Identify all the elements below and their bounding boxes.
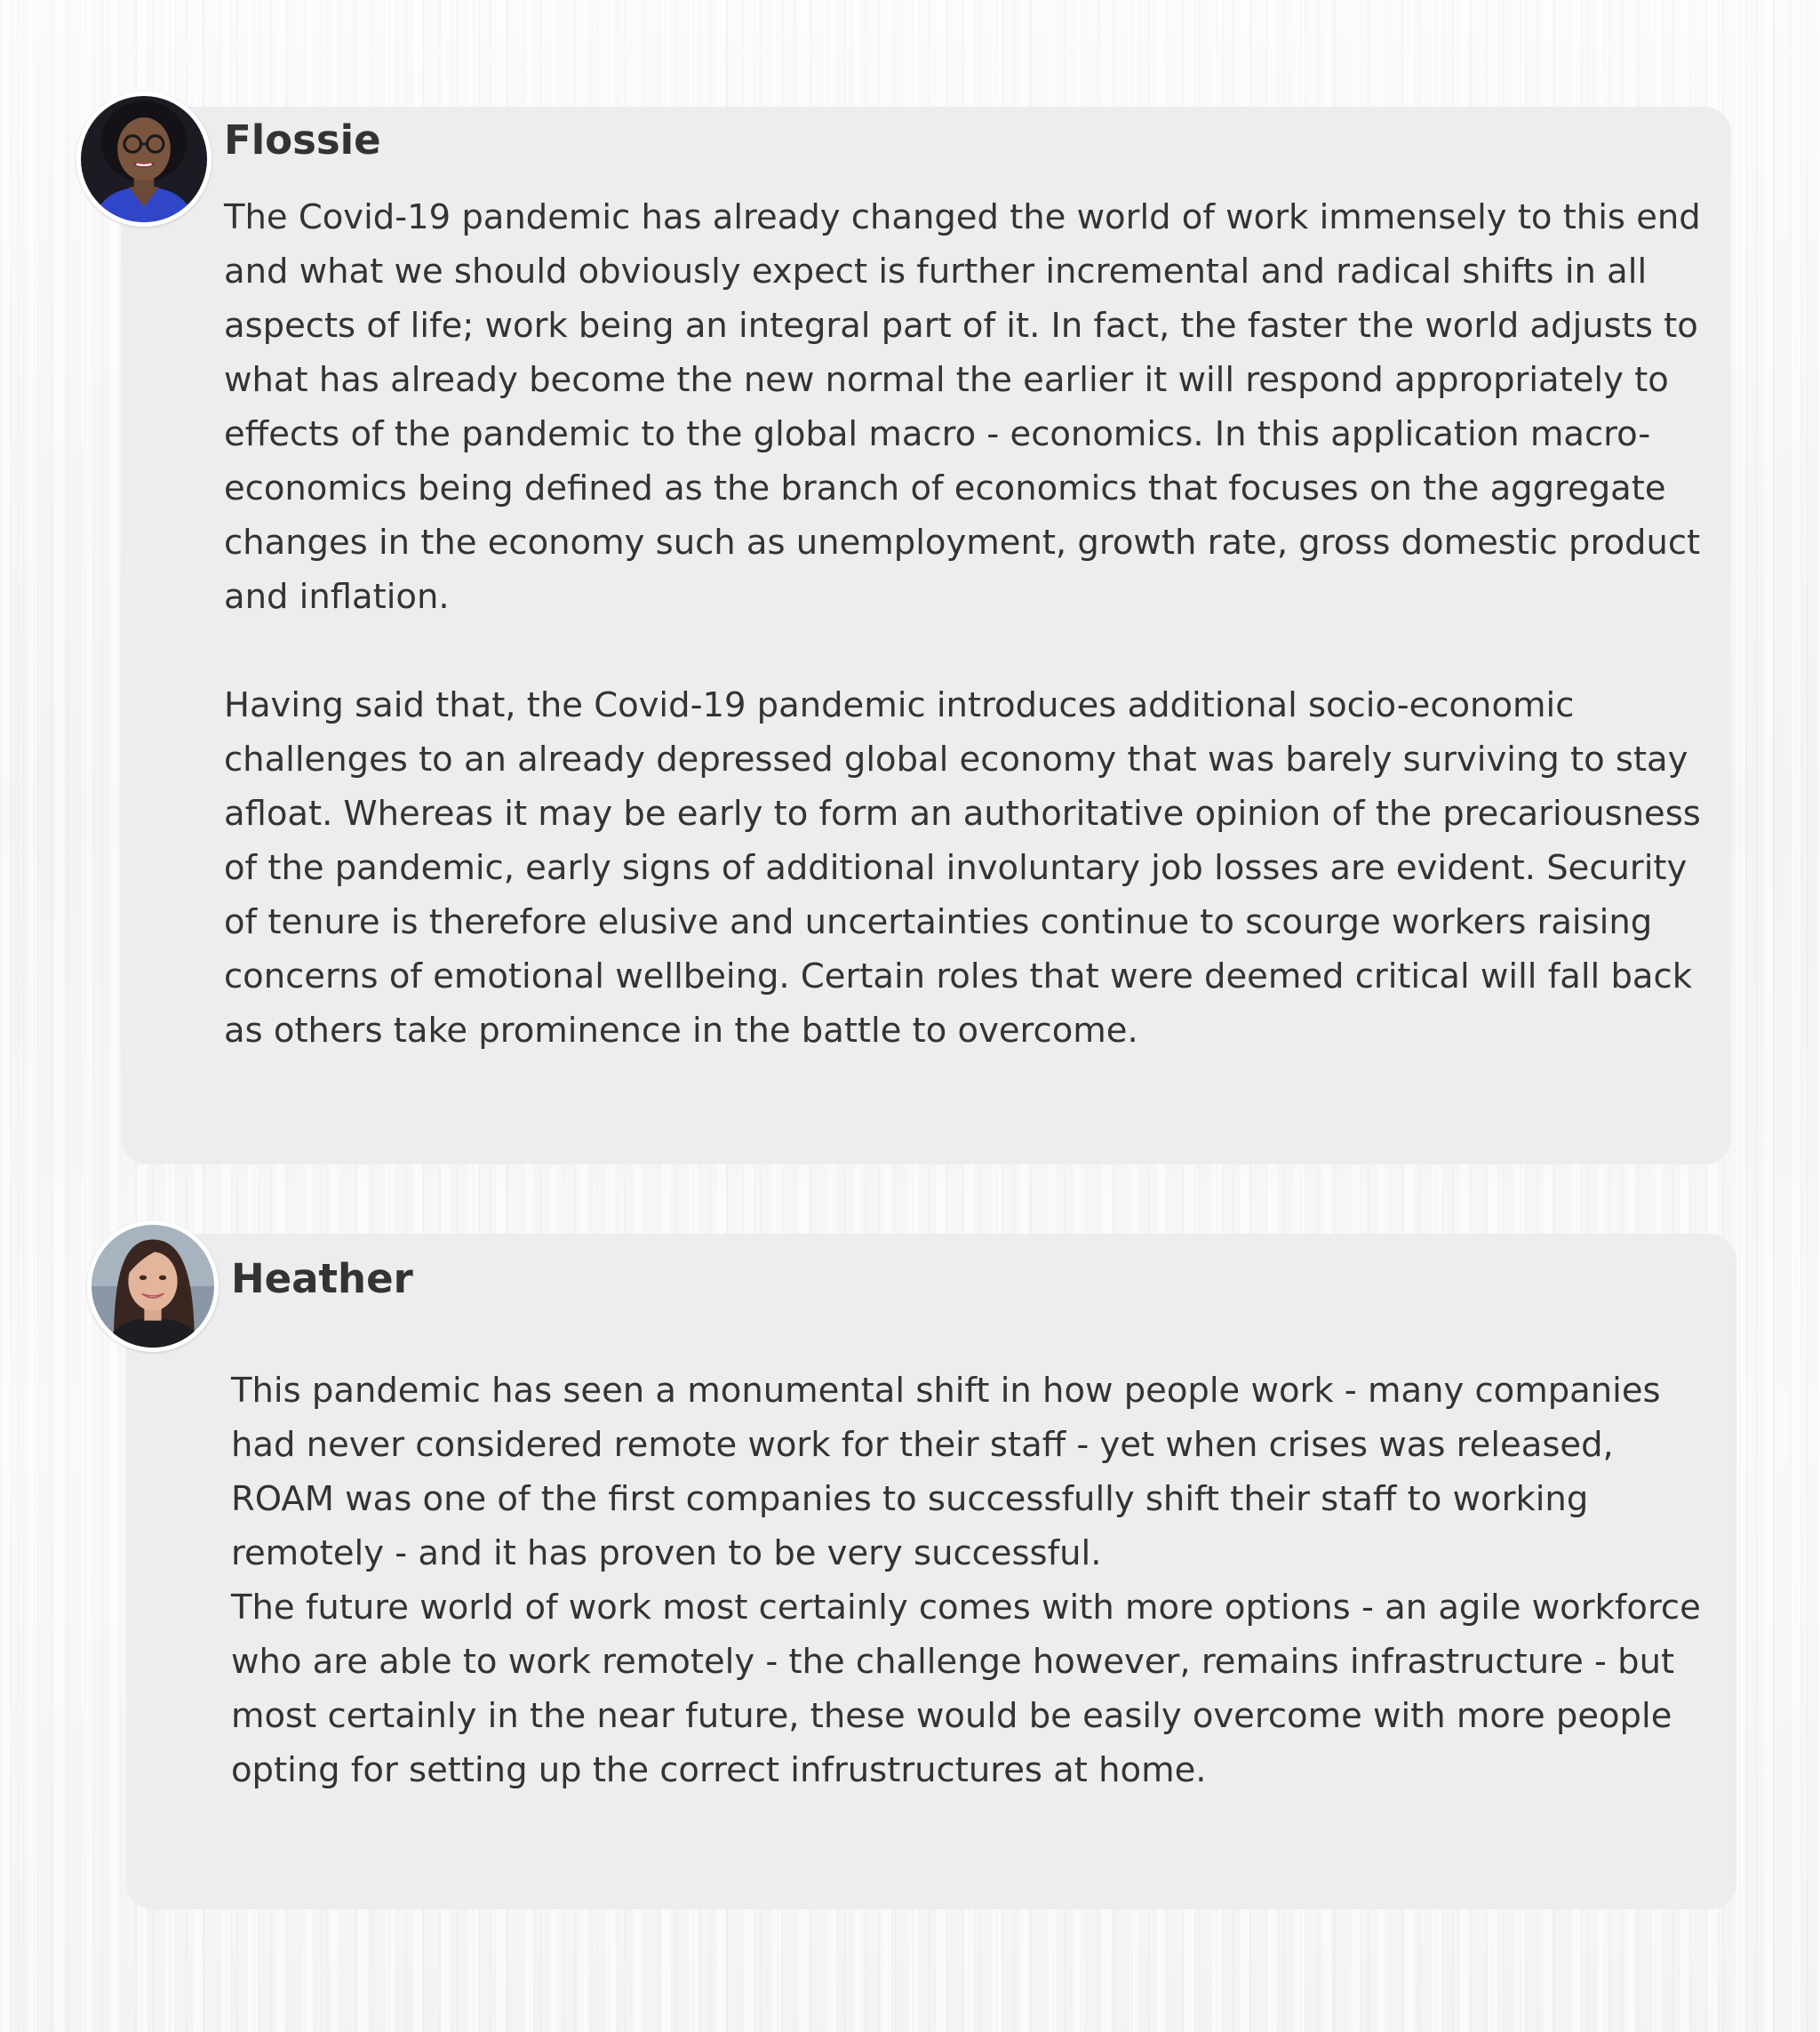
- avatar: [76, 92, 212, 227]
- comment-paragraph: Having said that, the Covid-19 pandemic introduces additional socio-economic challenges to an already depressed global economy that was barely surviving to stay afloat. Whereas it may be early to form an authoritative opinion of the precariousness of the pandemic, early signs of additional involuntary job losses are evident. Security of tenure is therefore elusive and uncertainties continue to scourge workers raising concerns of emotional wellbeing. Certain roles that were deemed critical will fall back as others take prominence in the battle to overcome.: [224, 685, 1701, 1051]
- comment-body: [231, 1364, 1715, 1797]
- comment-body: [224, 190, 1717, 1058]
- author-name: Flossie: [224, 116, 381, 164]
- avatar: [87, 1220, 219, 1352]
- comment-paragraph: The future world of work most certainly comes with more options - an agile workforce who are able to work remotely - the challenge however, remains infrastructure - but most certainly in the near future, these would be easily overcome with more people opting for setting up the correct infrustructures at home.: [231, 1588, 1701, 1790]
- comment-paragraph: The Covid-19 pandemic has already changed the world of work immensely to this end and what we should obviously expect is further incremental and radical shifts in all aspects of life; work being an integral part of it. In fact, the faster the world adjusts to what has already become the new normal the earlier it will respond appropriately to effects of the pandemic to the global macro - economics. In this application macro-economics being defined as the branch of economics that focuses on the aggregate changes in the economy such as unemployment, growth rate, gross domestic product and inflation.: [224, 197, 1701, 617]
- avatar-photo-icon: [92, 1225, 214, 1348]
- avatar-photo-icon: [81, 96, 207, 222]
- comment-paragraph: This pandemic has seen a monumental shift in how people work - many companies had never considered remote work for their staff - yet when crises was released, ROAM was one of the first companies to successfully shift their staff to working remotely - and it has proven to be very successful.: [231, 1371, 1661, 1573]
- author-name: Heather: [231, 1255, 413, 1302]
